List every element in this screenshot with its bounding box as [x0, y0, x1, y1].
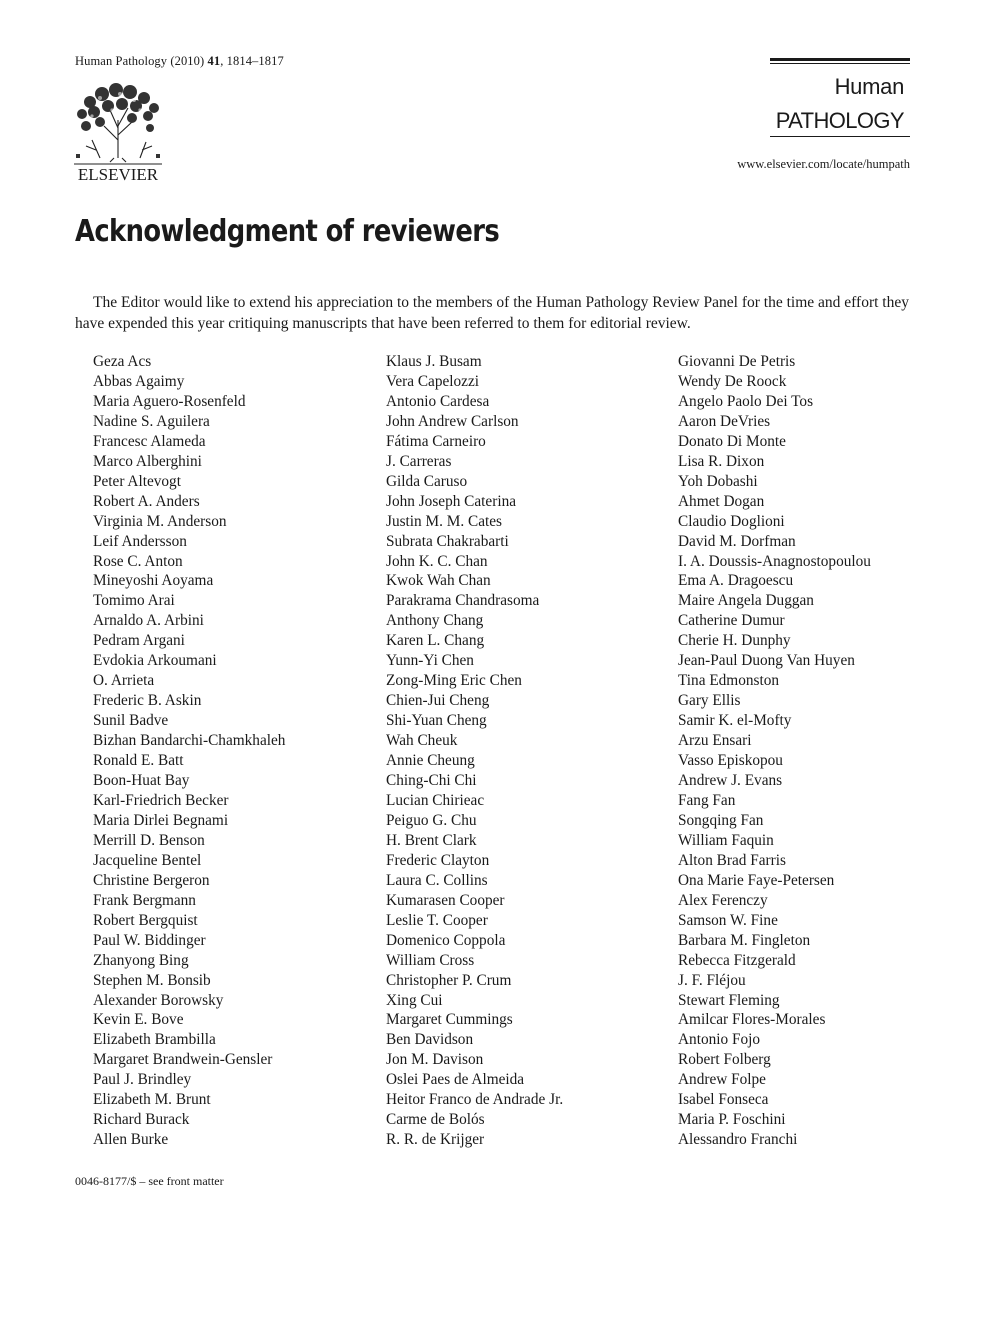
reviewer-name: Peiguo G. Chu: [386, 811, 477, 829]
reviewer-name: Lisa R. Dixon: [678, 452, 765, 470]
reviewer-name: Alessandro Franchi: [678, 1131, 798, 1149]
reviewer-name: William Cross: [386, 951, 475, 969]
reviewer-name: Christopher P. Crum: [386, 971, 512, 989]
reviewer-name: Angelo Paolo Dei Tos: [678, 392, 814, 410]
reviewer-name: John K. C. Chan: [386, 552, 488, 570]
reviewer-name: Maire Angela Duggan: [678, 592, 814, 610]
reviewer-name: Samson W. Fine: [678, 911, 778, 929]
intro-paragraph: The Editor would like to extend his appreciation to the members of the Human Pathology Review Panel for the time and effort they have expended this year critiquing manuscripts that have been referred to them for editorial review.: [75, 294, 909, 332]
reviewer-name: Leif Andersson: [93, 532, 187, 550]
reviewer-name: I. A. Doussis-Anagnostopoulou: [678, 552, 871, 570]
reviewer-name: Samir K. el-Mofty: [678, 712, 792, 730]
reviewer-column-1: [93, 352, 285, 1150]
reviewer-name: Gilda Caruso: [386, 472, 468, 490]
reviewer-name: Alexander Borowsky: [93, 991, 224, 1009]
reviewer-name: Donato Di Monte: [678, 432, 786, 450]
reviewer-name: Robert A. Anders: [93, 492, 200, 510]
reviewer-name: Paul J. Brindley: [93, 1071, 192, 1089]
reviewer-name: Robert Folberg: [678, 1051, 771, 1069]
reviewer-name: John Andrew Carlson: [386, 412, 519, 430]
reviewer-name: Vera Capelozzi: [386, 372, 480, 390]
reviewer-name: Virginia M. Anderson: [93, 512, 227, 530]
citation-volume: 41: [207, 54, 221, 68]
journal-citation: [75, 54, 284, 69]
reviewer-name: Aaron DeVries: [678, 412, 771, 430]
reviewer-name: Maria P. Foschini: [678, 1111, 786, 1129]
reviewer-name: Merrill D. Benson: [93, 831, 205, 849]
reviewer-name: Ben Davidson: [386, 1031, 474, 1049]
reviewer-name: Stephen M. Bonsib: [93, 971, 211, 989]
journal-title-line1: Human: [834, 74, 904, 99]
reviewer-name: Lucian Chirieac: [386, 791, 485, 809]
reviewer-name: Ronald E. Batt: [93, 752, 184, 770]
issn-footer: 0046-8177/$ – see front matter: [75, 1174, 224, 1188]
reviewer-name: Elizabeth Brambilla: [93, 1031, 216, 1049]
elsevier-logo: [70, 80, 166, 184]
reviewer-name: Robert Bergquist: [93, 911, 198, 929]
reviewer-name: Pedram Argani: [93, 632, 185, 650]
reviewer-name: Fang Fan: [678, 791, 736, 809]
reviewer-name: Carme de Bolós: [386, 1111, 485, 1129]
elsevier-wordmark: ELSEVIER: [77, 165, 159, 184]
reviewer-name: John Joseph Caterina: [386, 492, 517, 510]
reviewer-name: Karen L. Chang: [386, 632, 485, 650]
reviewer-name: Tina Edmonston: [678, 672, 780, 690]
reviewer-name: Catherine Dumur: [678, 612, 785, 630]
reviewer-name: Peter Altevogt: [93, 472, 181, 490]
reviewer-name: Paul W. Biddinger: [93, 931, 206, 949]
reviewer-name: Jacqueline Bentel: [93, 851, 202, 869]
reviewer-name: David M. Dorfman: [678, 532, 796, 550]
reviewer-name: Jean-Paul Duong Van Huyen: [678, 652, 855, 670]
reviewer-name: Mineyoshi Aoyama: [93, 572, 214, 590]
citation-pages: , 1814–1817: [220, 54, 284, 68]
reviewer-name: Domenico Coppola: [386, 931, 506, 949]
reviewer-name: Arzu Ensari: [678, 732, 752, 750]
reviewer-name: Chien-Jui Cheng: [386, 692, 490, 710]
reviewer-name: Marco Alberghini: [93, 452, 202, 470]
reviewer-name: Tomimo Arai: [93, 592, 175, 610]
reviewer-name: Vasso Episkopou: [678, 752, 783, 770]
reviewer-name: Ching-Chi Chi: [386, 772, 477, 790]
reviewer-name: Songqing Fan: [678, 811, 764, 829]
reviewer-name: Maria Aguero-Rosenfeld: [93, 392, 246, 410]
masthead-rule-thin: [770, 63, 910, 64]
reviewer-name: Klaus J. Busam: [386, 353, 482, 370]
reviewer-name: Yoh Dobashi: [678, 472, 758, 490]
reviewer-name: Arnaldo A. Arbini: [93, 612, 204, 630]
reviewer-name: Wendy De Roock: [678, 372, 787, 390]
masthead-rule-bottom: [770, 136, 910, 137]
reviewer-name: J. F. Fléjou: [678, 971, 746, 989]
reviewer-name: Anthony Chang: [386, 612, 484, 630]
reviewer-name: Antonio Fojo: [678, 1031, 761, 1049]
reviewer-name: Andrew J. Evans: [678, 772, 783, 790]
reviewer-name: Shi-Yuan Cheng: [386, 712, 487, 730]
journal-url[interactable]: www.elsevier.com/locate/humpath: [737, 157, 910, 171]
journal-masthead: [770, 58, 910, 138]
reviewer-name: Margaret Cummings: [386, 1011, 513, 1029]
reviewer-name: Allen Burke: [93, 1131, 169, 1149]
reviewer-name: Kumarasen Cooper: [386, 891, 505, 909]
reviewer-name: Ema A. Dragoescu: [678, 572, 794, 590]
reviewer-name: Leslie T. Cooper: [386, 911, 488, 929]
reviewer-name: Maria Dirlei Begnami: [93, 811, 229, 829]
reviewer-name: Frederic B. Askin: [93, 692, 202, 710]
reviewer-name: Margaret Brandwein-Gensler: [93, 1051, 273, 1069]
reviewer-name: Bizhan Bandarchi-Chamkhaleh: [93, 732, 286, 750]
article-title: Acknowledgment of reviewers: [75, 214, 500, 249]
reviewer-name: Wah Cheuk: [386, 732, 458, 750]
reviewer-name: Gary Ellis: [678, 692, 741, 710]
reviewer-name: Zong-Ming Eric Chen: [386, 672, 522, 690]
reviewer-name: Zhanyong Bing: [93, 951, 189, 969]
reviewer-name: Alton Brad Farris: [678, 851, 786, 869]
reviewer-name: R. R. de Krijger: [386, 1131, 485, 1149]
reviewer-name: Barbara M. Fingleton: [678, 931, 811, 949]
reviewer-name: J. Carreras: [386, 452, 452, 470]
reviewer-name: Geza Acs: [93, 353, 152, 370]
reviewer-name: Claudio Doglioni: [678, 512, 785, 530]
reviewer-name: Rebecca Fitzgerald: [678, 951, 796, 969]
reviewer-name: Annie Cheung: [386, 752, 475, 770]
reviewer-name: Abbas Agaimy: [93, 372, 185, 390]
reviewer-name: Alex Ferenczy: [678, 891, 768, 909]
reviewer-name: Cherie H. Dunphy: [678, 632, 791, 650]
reviewer-name: Giovanni De Petris: [678, 353, 796, 370]
reviewer-column-2: [386, 352, 563, 1150]
reviewer-name: O. Arrieta: [93, 672, 155, 690]
reviewer-name: Heitor Franco de Andrade Jr.: [386, 1091, 564, 1109]
reviewer-name: Frank Bergmann: [93, 891, 196, 909]
reviewer-name: Subrata Chakrabarti: [386, 532, 509, 550]
reviewer-name: Ona Marie Faye-Petersen: [678, 871, 835, 889]
reviewer-name: Christine Bergeron: [93, 871, 210, 889]
citation-prefix: Human Pathology (2010): [75, 54, 208, 68]
reviewer-name: Boon-Huat Bay: [93, 772, 190, 790]
reviewer-name: Justin M. M. Cates: [386, 512, 503, 530]
reviewer-name: Jon M. Davison: [386, 1051, 484, 1069]
reviewer-name: Antonio Cardesa: [386, 392, 490, 410]
reviewer-name: Frederic Clayton: [386, 851, 490, 869]
reviewer-name: Sunil Badve: [93, 712, 169, 730]
reviewer-column-3: [678, 352, 871, 1150]
reviewer-name: Elizabeth M. Brunt: [93, 1091, 211, 1109]
reviewer-name: Fátima Carneiro: [386, 432, 486, 450]
reviewer-name: Nadine S. Aguilera: [93, 412, 210, 430]
reviewer-name: H. Brent Clark: [386, 831, 477, 849]
reviewer-name: Ahmet Dogan: [678, 492, 765, 510]
reviewer-name: Rose C. Anton: [93, 552, 183, 570]
journal-title-line2: PATHOLOGY: [775, 108, 904, 133]
reviewer-name: Karl-Friedrich Becker: [93, 791, 229, 809]
reviewer-name: Parakrama Chandrasoma: [386, 592, 540, 610]
reviewer-name: Yunn-Yi Chen: [386, 652, 474, 670]
masthead-rule-top: [770, 58, 910, 61]
reviewer-name: Andrew Folpe: [678, 1071, 766, 1089]
reviewer-name: Francesc Alameda: [93, 432, 206, 450]
reviewer-name: Stewart Fleming: [678, 991, 780, 1009]
reviewer-name: Richard Burack: [93, 1111, 190, 1129]
reviewer-name: Amilcar Flores-Morales: [678, 1011, 826, 1029]
reviewer-name: Kwok Wah Chan: [386, 572, 491, 590]
reviewer-name: William Faquin: [678, 831, 774, 849]
reviewer-name: Kevin E. Bove: [93, 1011, 184, 1029]
reviewer-name: Evdokia Arkoumani: [93, 652, 217, 670]
reviewer-name: Laura C. Collins: [386, 871, 488, 889]
reviewer-name: Isabel Fonseca: [678, 1091, 769, 1109]
reviewer-name: Xing Cui: [386, 991, 443, 1009]
reviewer-name: Oslei Paes de Almeida: [386, 1071, 525, 1089]
